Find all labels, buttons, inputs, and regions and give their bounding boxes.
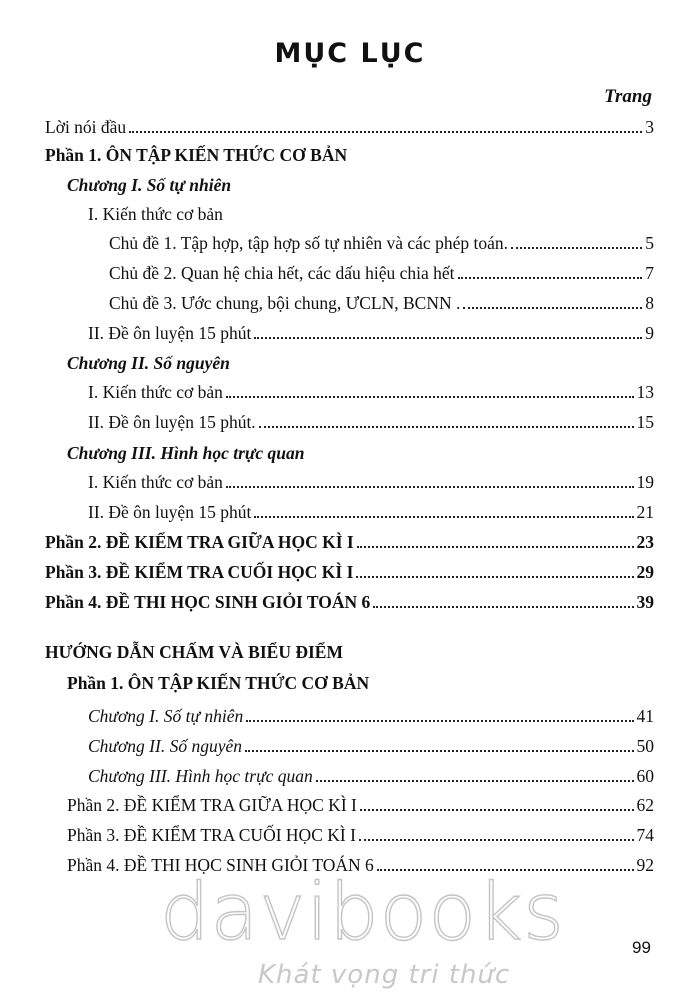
part1-heading: Phần 1. ÔN TẬP KIẾN THỨC CƠ BẢN (45, 145, 348, 165)
leader-dots (373, 606, 633, 608)
toc-entry-ch2-quiz[interactable] (0, 407, 700, 433)
toc-entry-label: II. Đề ôn luyện 15 phút. (88, 412, 256, 432)
toc-entry-page: 5 (645, 233, 654, 253)
answers-entry-ch2[interactable] (0, 731, 700, 757)
answers-part1-heading-text: Phần 1. ÔN TẬP KIẾN THỨC CƠ BẢN (67, 673, 370, 693)
toc-entry-intro[interactable] (0, 112, 700, 138)
leader-dots (245, 750, 634, 752)
toc-entry-label: Phần 4. ĐỀ THI HỌC SINH GIỎI TOÁN 6 (45, 592, 371, 612)
leader-dots (246, 720, 633, 722)
toc-entry-ch1-quiz[interactable] (0, 318, 700, 344)
leader-dots (316, 780, 634, 782)
page-number: 99 (632, 938, 651, 957)
toc-entry-label: Phần 3. ĐỀ KIỂM TRA CUỐI HỌC KÌ I (45, 562, 354, 582)
leader-dots (511, 247, 642, 249)
leader-dots (357, 546, 634, 548)
chapter1-section1-heading: I. Kiến thức cơ bản (88, 204, 223, 224)
toc-entry-ch2-basics[interactable] (0, 377, 700, 403)
toc-entry-page: 15 (636, 412, 654, 432)
watermark-tagline: Khát vọng tri thức (258, 960, 511, 990)
answers-entry-ch3[interactable] (0, 761, 700, 787)
toc-entry-part2[interactable] (0, 527, 700, 553)
toc-entry-label: Chủ đề 3. Ước chung, bội chung, ƯCLN, BCNN . (109, 293, 461, 313)
watermark-brand: davibooks (160, 868, 565, 958)
toc-entry-label: I. Kiến thức cơ bản (88, 382, 223, 402)
toc-entry-page: 19 (636, 472, 654, 492)
toc-entry-topic1[interactable] (0, 228, 700, 254)
toc-entry-page: 21 (636, 502, 654, 522)
chapter1-heading: Chương I. Số tự nhiên (67, 175, 232, 195)
toc-entry-label: II. Đề ôn luyện 15 phút (88, 323, 252, 343)
leader-dots (259, 426, 634, 428)
leader-dots (359, 839, 634, 841)
toc-entry-part4[interactable] (0, 587, 700, 613)
toc-entry-page: 39 (636, 592, 654, 612)
toc-entry-label: Chủ đề 2. Quan hệ chia hết, các dấu hiệu chia hết (109, 263, 455, 283)
answers-entry-part3[interactable] (0, 820, 700, 846)
toc-entry-part3[interactable] (0, 557, 700, 583)
toc-entry-page: 92 (636, 855, 654, 875)
answers-entry-ch1[interactable] (0, 701, 700, 727)
leader-dots (254, 337, 642, 339)
toc-entry-label: Chủ đề 1. Tập hợp, tập hợp số tự nhiên và các phép toán. (109, 233, 508, 253)
toc-entry-label: II. Đề ôn luyện 15 phút (88, 502, 252, 522)
leader-dots (226, 486, 634, 488)
toc-entry-page: 29 (636, 562, 654, 582)
toc-entry-label: Chương III. Hình học trực quan (88, 766, 313, 786)
toc-entry-page: 60 (636, 766, 654, 786)
toc-entry-topic3[interactable] (0, 288, 700, 314)
chapter3-heading: Chương III. Hình học trực quan (67, 443, 305, 463)
toc-entry-label: Chương I. Số tự nhiên (88, 706, 244, 726)
toc-entry-topic2[interactable] (0, 258, 700, 284)
toc-entry-page: 74 (636, 825, 654, 845)
toc-entry-label: Phần 4. ĐỀ THI HỌC SINH GIỎI TOÁN 6 (67, 855, 374, 875)
page-title: MỤC LỤC (274, 38, 426, 69)
toc-entry-label: Lời nói đầu (45, 117, 127, 137)
leader-dots (254, 516, 633, 518)
leader-dots (356, 576, 633, 578)
toc-entry-label: Phần 2. ĐỀ KIỂM TRA GIỮA HỌC KÌ I (67, 795, 357, 815)
toc-entry-ch3-basics[interactable] (0, 467, 700, 493)
toc-entry-page: 7 (645, 263, 654, 283)
leader-dots (360, 809, 634, 811)
chapter2-heading: Chương II. Số nguyên (67, 353, 230, 373)
toc-entry-label: Phần 3. ĐỀ KIỂM TRA CUỐI HỌC KÌ I (67, 825, 356, 845)
leader-dots (458, 277, 643, 279)
leader-dots (463, 307, 642, 309)
toc-entry-page: 9 (645, 323, 654, 343)
toc-entry-page: 41 (636, 706, 654, 726)
page-column-header: Trang (604, 86, 652, 107)
leader-dots (226, 396, 634, 398)
answers-entry-part2[interactable] (0, 790, 700, 816)
answers-part1-heading (67, 672, 369, 694)
toc-entry-label: Phần 2. ĐỀ KIỂM TRA GIỮA HỌC KÌ I (45, 532, 354, 552)
toc-entry-page: 8 (645, 293, 654, 313)
toc-entry-page: 50 (636, 736, 654, 756)
toc-entry-page: 13 (636, 382, 654, 402)
toc-entry-label: I. Kiến thức cơ bản (88, 472, 223, 492)
toc-entry-page: 62 (636, 795, 654, 815)
leader-dots (129, 131, 642, 133)
toc-entry-label: Chương II. Số nguyên (88, 736, 242, 756)
answers-heading: HƯỚNG DẪN CHẤM VÀ BIỂU ĐIỂM (45, 642, 343, 662)
toc-entry-page: 23 (636, 532, 654, 552)
toc-entry-ch3-quiz[interactable] (0, 497, 700, 523)
toc-entry-page: 3 (645, 117, 654, 137)
